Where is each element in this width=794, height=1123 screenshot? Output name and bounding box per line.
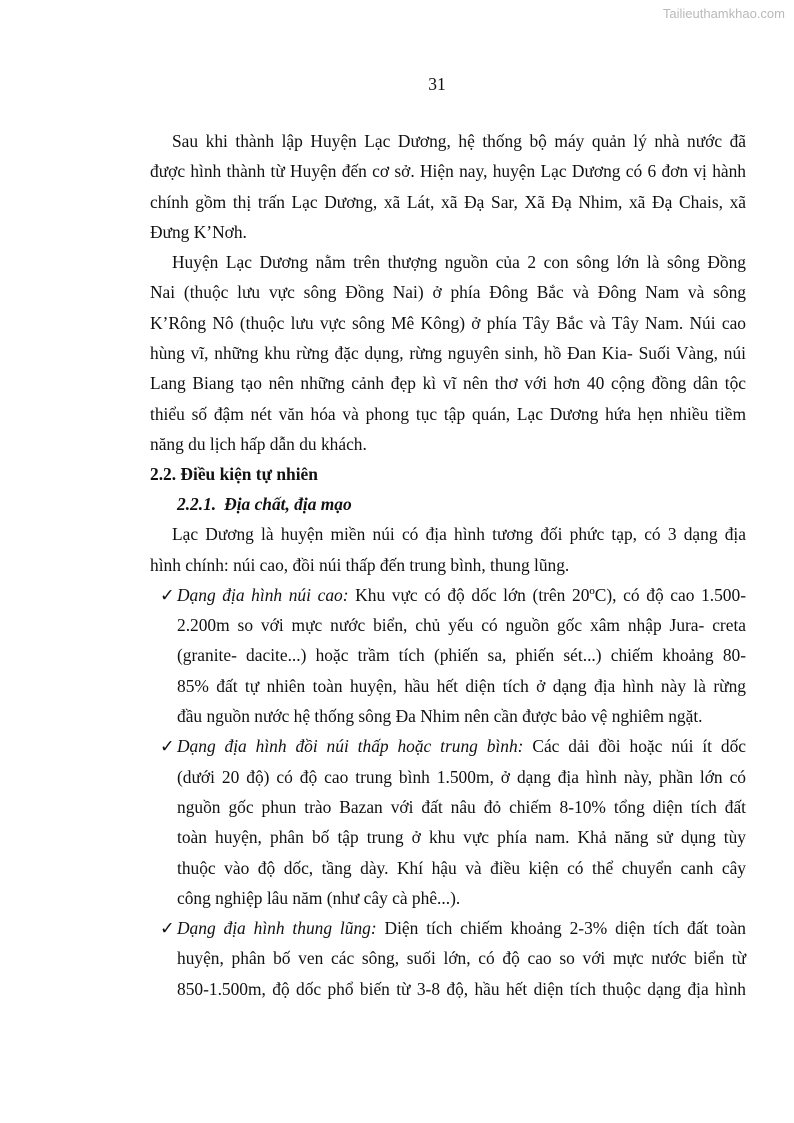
text-line: (dưới 20 độ) có độ cao trung bình 1.500m, ở dạng địa hình này, phần lớn có: [177, 766, 746, 787]
paragraph-2: [150, 247, 746, 459]
paragraph-3: [150, 519, 746, 580]
text-line: hình chính: núi cao, đồi núi thấp đến trung bình, thung lũng.: [150, 554, 570, 575]
subsection-heading: [150, 489, 746, 519]
text-line: 2.200m so với mực nước biển, chủ yếu có nguồn gốc xâm nhập Jura- creta: [177, 615, 746, 636]
text-line: Lạc Dương là huyện miền núi có địa hình tương đối phức tạp, có 3 dạng địa: [172, 524, 746, 545]
checkmark-icon: ✓: [160, 584, 175, 605]
page-number: 31: [428, 74, 446, 94]
text-line: hùng vĩ, những khu rừng đặc dụng, rừng nguyên sinh, hồ Đan Kia- Suối Vàng, núi: [150, 343, 746, 364]
text-line: Huyện Lạc Dương nằm trên thượng nguồn của 2 con sông lớn là sông Đồng: [172, 252, 746, 273]
text-line: (granite- dacite...) hoặc trầm tích (phiến sa, phiến sét...) chiếm khoảng 80-: [177, 645, 746, 666]
text-line: được hình thành từ Huyện đến cơ sở. Hiện nay, huyện Lạc Dương có 6 đơn vị hành: [150, 161, 746, 182]
text-line: năng du lịch hấp dẫn du khách.: [150, 433, 367, 454]
subsection-title: Địa chất, địa mạo: [224, 494, 352, 515]
bullet-list: [150, 580, 746, 1004]
text-line: 850-1.500m, độ dốc phổ biến từ 3-8 độ, hầu hết diện tích thuộc dạng địa hình: [177, 978, 746, 999]
bullet-text: Khu vực có độ dốc lớn (trên 20ºC), có độ cao 1.500-: [348, 584, 746, 605]
bullet-term: Dạng địa hình núi cao:: [177, 584, 349, 605]
bullet-text: Các dải đồi hoặc núi ít dốc: [523, 736, 746, 757]
paragraph-1: [150, 126, 746, 247]
text-line: nguồn gốc phun trào Bazan với đất nâu đỏ chiếm 8-10% tổng diện tích đất: [177, 796, 746, 817]
checkmark-icon: ✓: [160, 918, 175, 939]
section-heading: 2.2. Điều kiện tự nhiên: [150, 464, 318, 485]
text-line: Nai (thuộc lưu vực sông Đồng Nai) ở phía Đông Bắc và Đông Nam và sông: [150, 282, 746, 303]
text-line: Đưng K’Nơh.: [150, 221, 247, 242]
bullet-item: [150, 580, 746, 731]
text-line: thuộc vào độ dốc, tầng dày. Khí hậu và điều kiện có thể chuyển canh cây: [177, 857, 746, 878]
text-line: thiểu số đậm nét văn hóa và phong tục tập quán, Lạc Dương hứa hẹn nhiều tiềm: [150, 403, 746, 424]
bullet-term: Dạng địa hình thung lũng:: [177, 918, 377, 939]
checkmark-icon: ✓: [160, 736, 175, 757]
text-line: đầu nguồn nước hệ thống sông Đa Nhim nên cần được bảo vệ nghiêm ngặt.: [177, 706, 703, 727]
text-line: công nghiệp lâu năm (như cây cà phê...).: [177, 887, 461, 908]
text-line: huyện, phân bố ven các sông, suối lớn, có độ cao so với mực nước biển từ: [177, 948, 746, 969]
bullet-item: [150, 731, 746, 913]
bullet-term: Dạng địa hình đồi núi thấp hoặc trung bình:: [177, 736, 524, 757]
text-line: toàn huyện, phân bố tập trung ở khu vực phía nam. Khả năng sử dụng tùy: [177, 827, 746, 848]
bullet-item: [150, 913, 746, 1004]
watermark: Tailieuthamkhao.com: [662, 6, 785, 21]
subsection-number: 2.2.1.: [177, 494, 217, 515]
text-line: chính gồm thị trấn Lạc Dương, xã Lát, xã Đạ Sar, Xã Đạ Nhim, xã Đạ Chais, xã: [150, 191, 746, 212]
text-line: Lang Biang tạo nên những cảnh đẹp kì vĩ nên thơ với hơn 40 cộng đồng dân tộc: [150, 373, 746, 394]
page-body: [150, 126, 746, 1004]
text-line: 85% đất tự nhiên toàn huyện, hầu hết diện tích ở dạng địa hình này là rừng: [177, 675, 746, 696]
text-line: Sau khi thành lập Huyện Lạc Dương, hệ thống bộ máy quản lý nhà nước đã: [172, 131, 746, 151]
bullet-text: Diện tích chiếm khoảng 2-3% diện tích đất toàn: [376, 918, 747, 939]
text-line: K’Rông Nô (thuộc lưu vực sông Mê Kông) ở phía Tây Bắc và Tây Nam. Núi cao: [150, 312, 746, 333]
